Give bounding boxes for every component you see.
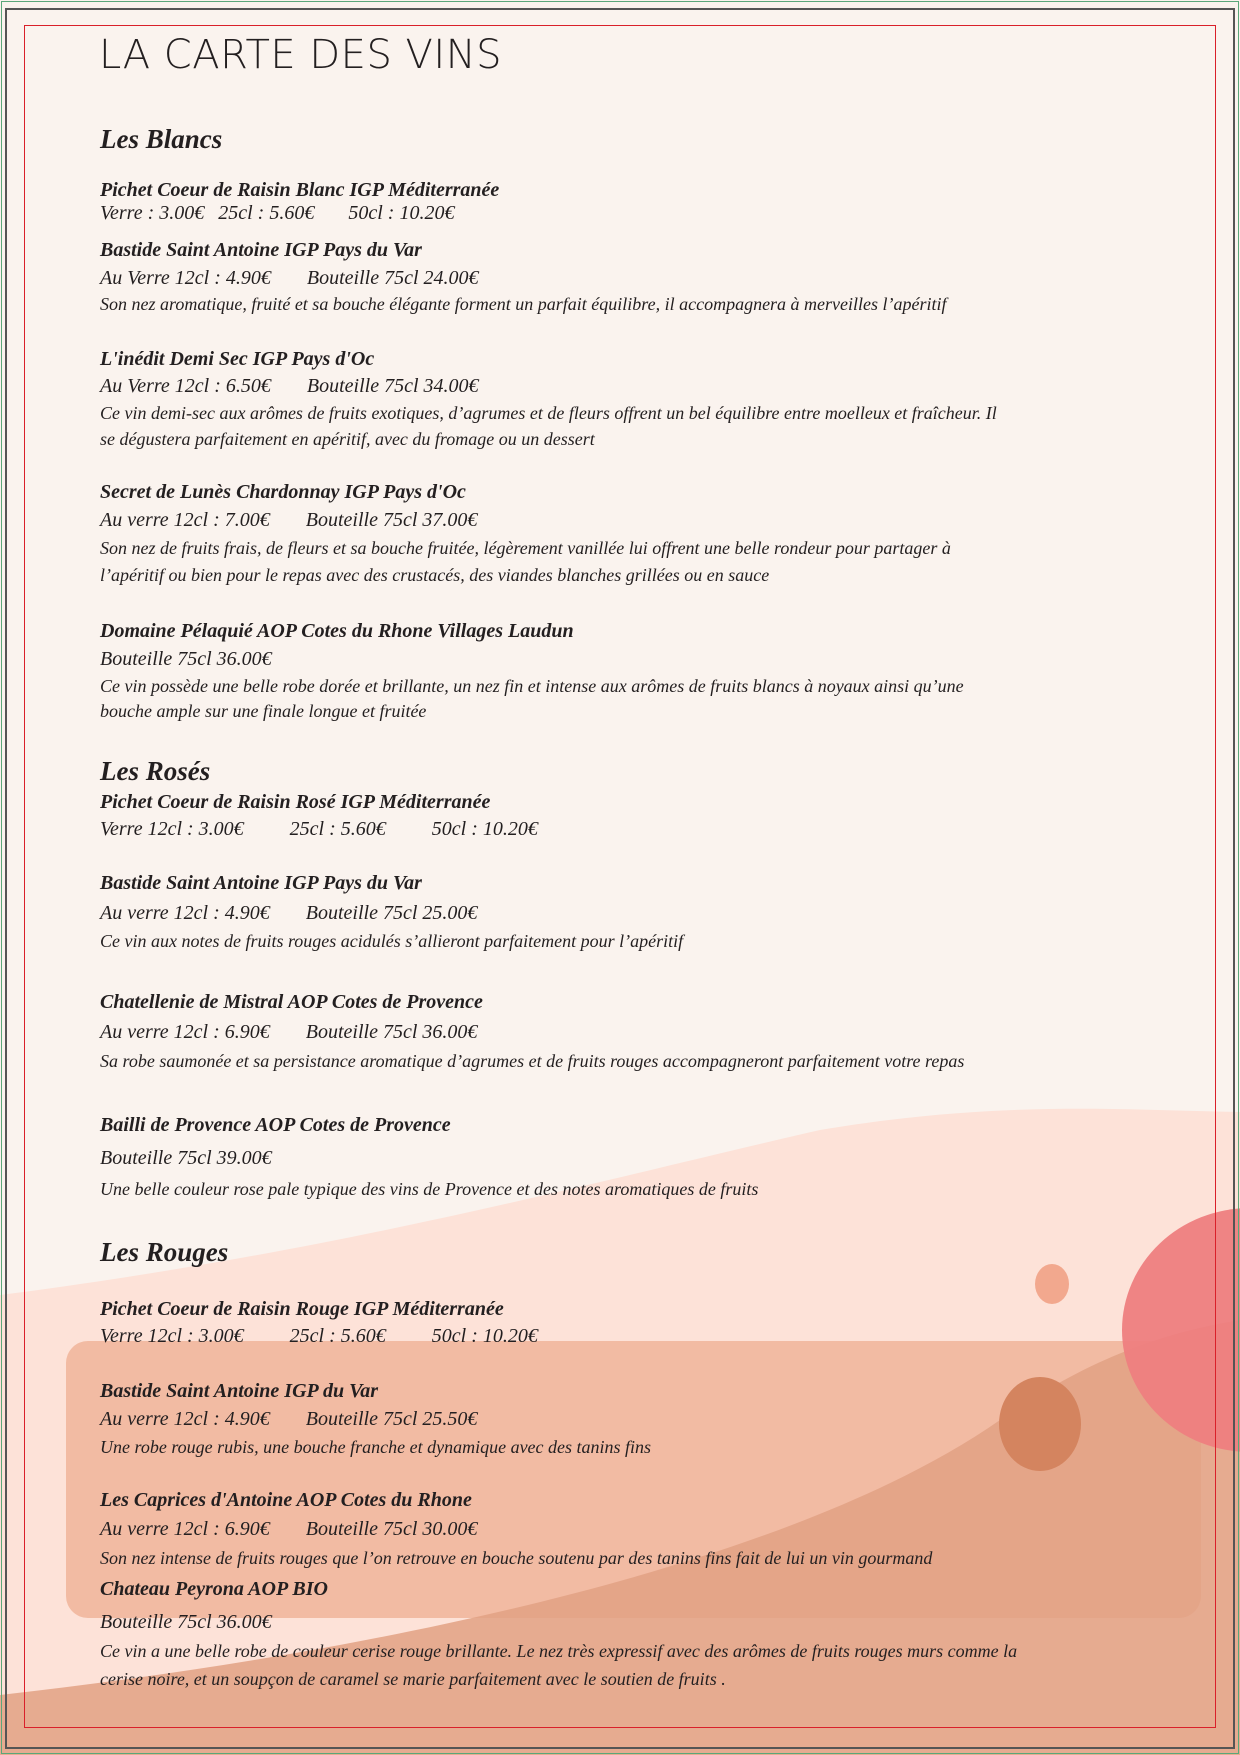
wine-prices (100, 1611, 272, 1634)
price-item: Bouteille 75cl 34.00€ (306, 375, 479, 397)
wine-description: bouche ample sur une finale longue et fruitée (100, 701, 427, 721)
wine-name: Bastide Saint Antoine IGP Pays du Var (100, 239, 422, 261)
wine-description: se dégustera parfaitement en apéritif, avec du fromage ou un dessert (100, 429, 595, 449)
wine-description: l’apéritif ou bien pour le repas avec des crustacés, des viandes blanches grillées ou en sauce (100, 565, 770, 585)
price-item: Bouteille 75cl 30.00€ (305, 1518, 478, 1540)
wine-description: Son nez de fruits frais, de fleurs et sa bouche fruitée, légèrement vanillée lui offrent une belle rondeur pour partager à (100, 538, 951, 558)
wine-description: Sa robe saumonée et sa persistance aromatique d’agrumes et de fruits rouges accompagneront parfaitement votre repas (100, 1051, 965, 1071)
wine-name: Secret de Lunès Chardonnay IGP Pays d'Oc (100, 481, 466, 503)
wine-prices (100, 648, 272, 671)
wine-prices (100, 509, 477, 532)
price-item: 25cl : 5.60€ (289, 818, 386, 840)
wine-prices (100, 902, 477, 925)
wine-description: cerise noire, et un soupçon de caramel se marie parfaitement avec le soutien de fruits . (100, 1669, 726, 1689)
price-item: Au verre 12cl : 6.90€ (100, 1518, 270, 1540)
price-item: Verre 12cl : 3.00€ (100, 818, 244, 840)
wine-description: Ce vin demi-sec aux arômes de fruits exotiques, d’agrumes et de fleurs offrent un bel équilibre entre moelleux et fraîcheur. Il (100, 403, 997, 423)
price-item: Au verre 12cl : 6.90€ (100, 1021, 270, 1043)
wine-name: Bailli de Provence AOP Cotes de Provence (100, 1114, 451, 1136)
price-item: Au verre 12cl : 7.00€ (100, 509, 270, 531)
wine-prices (100, 1021, 477, 1044)
price-item: 50cl : 10.20€ (348, 202, 455, 224)
wine-prices (100, 1325, 538, 1348)
section-heading: Les Rosés (100, 756, 211, 786)
price-item: 50cl : 10.20€ (431, 1325, 538, 1347)
price-item: 25cl : 5.60€ (218, 202, 315, 224)
wine-prices (100, 375, 479, 398)
wine-name: Pichet Coeur de Raisin Rosé IGP Méditerranée (100, 791, 491, 813)
wine-name: Les Caprices d'Antoine AOP Cotes du Rhone (100, 1489, 472, 1511)
price-item: Bouteille 75cl 39.00€ (100, 1147, 272, 1169)
wine-name: Bastide Saint Antoine IGP du Var (100, 1380, 379, 1402)
price-item: Verre : 3.00€ (100, 202, 205, 224)
price-item: Bouteille 75cl 24.00€ (306, 267, 479, 289)
price-item: Bouteille 75cl 25.00€ (305, 902, 478, 924)
section-heading: Les Blancs (100, 124, 223, 154)
wine-description: Ce vin a une belle robe de couleur cerise rouge brillante. Le nez très expressif avec des arômes de fruits rouges murs comme la (100, 1641, 1018, 1661)
wine-name: Chatellenie de Mistral AOP Cotes de Provence (100, 991, 483, 1013)
price-item: Au Verre 12cl : 6.50€ (100, 375, 271, 397)
wine-prices (100, 1408, 477, 1431)
price-item: Verre 12cl : 3.00€ (100, 1325, 244, 1347)
wine-prices (100, 267, 479, 290)
wine-name: Bastide Saint Antoine IGP Pays du Var (100, 872, 422, 894)
wine-name: Pichet Coeur de Raisin Rouge IGP Méditerranée (100, 1298, 504, 1320)
wine-description: Son nez aromatique, fruité et sa bouche élégante forment un parfait équilibre, il accompagnera à merveilles l’apéritif (100, 294, 947, 314)
wine-description: Une belle couleur rose pale typique des vins de Provence et des notes aromatiques de fruits (100, 1179, 759, 1199)
wine-description: Ce vin possède une belle robe dorée et brillante, un nez fin et intense aux arômes de fruits blancs à noyaux ainsi qu’une (100, 676, 964, 696)
price-item: Bouteille 75cl 37.00€ (305, 509, 478, 531)
price-item: Bouteille 75cl 36.00€ (100, 648, 272, 670)
wine-name: Chateau Peyrona AOP BIO (100, 1578, 328, 1600)
wine-name: Pichet Coeur de Raisin Blanc IGP Méditerranée (100, 179, 500, 201)
price-item: Au verre 12cl : 4.90€ (100, 902, 270, 924)
price-item: 25cl : 5.60€ (289, 1325, 386, 1347)
wine-prices (100, 1518, 477, 1541)
wine-name: L'inédit Demi Sec IGP Pays d'Oc (100, 348, 375, 370)
price-item: Au verre 12cl : 4.90€ (100, 1408, 270, 1430)
price-item: 50cl : 10.20€ (431, 818, 538, 840)
wine-description: Ce vin aux notes de fruits rouges acidulés s’allieront parfaitement pour l’apéritif (100, 931, 684, 951)
price-item: Bouteille 75cl 25.50€ (305, 1408, 478, 1430)
price-item: Bouteille 75cl 36.00€ (100, 1611, 272, 1633)
wine-prices (100, 202, 454, 225)
wine-description: Son nez intense de fruits rouges que l’on retrouve en bouche soutenu par des tanins fins fait de lui un vin gourmand (100, 1548, 933, 1568)
section-heading: Les Rouges (100, 1237, 229, 1267)
page-title: LA CARTE DES VINS (99, 32, 503, 78)
price-item: Au Verre 12cl : 4.90€ (100, 267, 271, 289)
wine-prices (100, 818, 538, 841)
wine-description: Une robe rouge rubis, une bouche franche et dynamique avec des tanins fins (100, 1437, 652, 1457)
wine-name: Domaine Pélaquié AOP Cotes du Rhone Villages Laudun (100, 620, 574, 642)
wine-prices (100, 1147, 272, 1170)
price-item: Bouteille 75cl 36.00€ (305, 1021, 478, 1043)
